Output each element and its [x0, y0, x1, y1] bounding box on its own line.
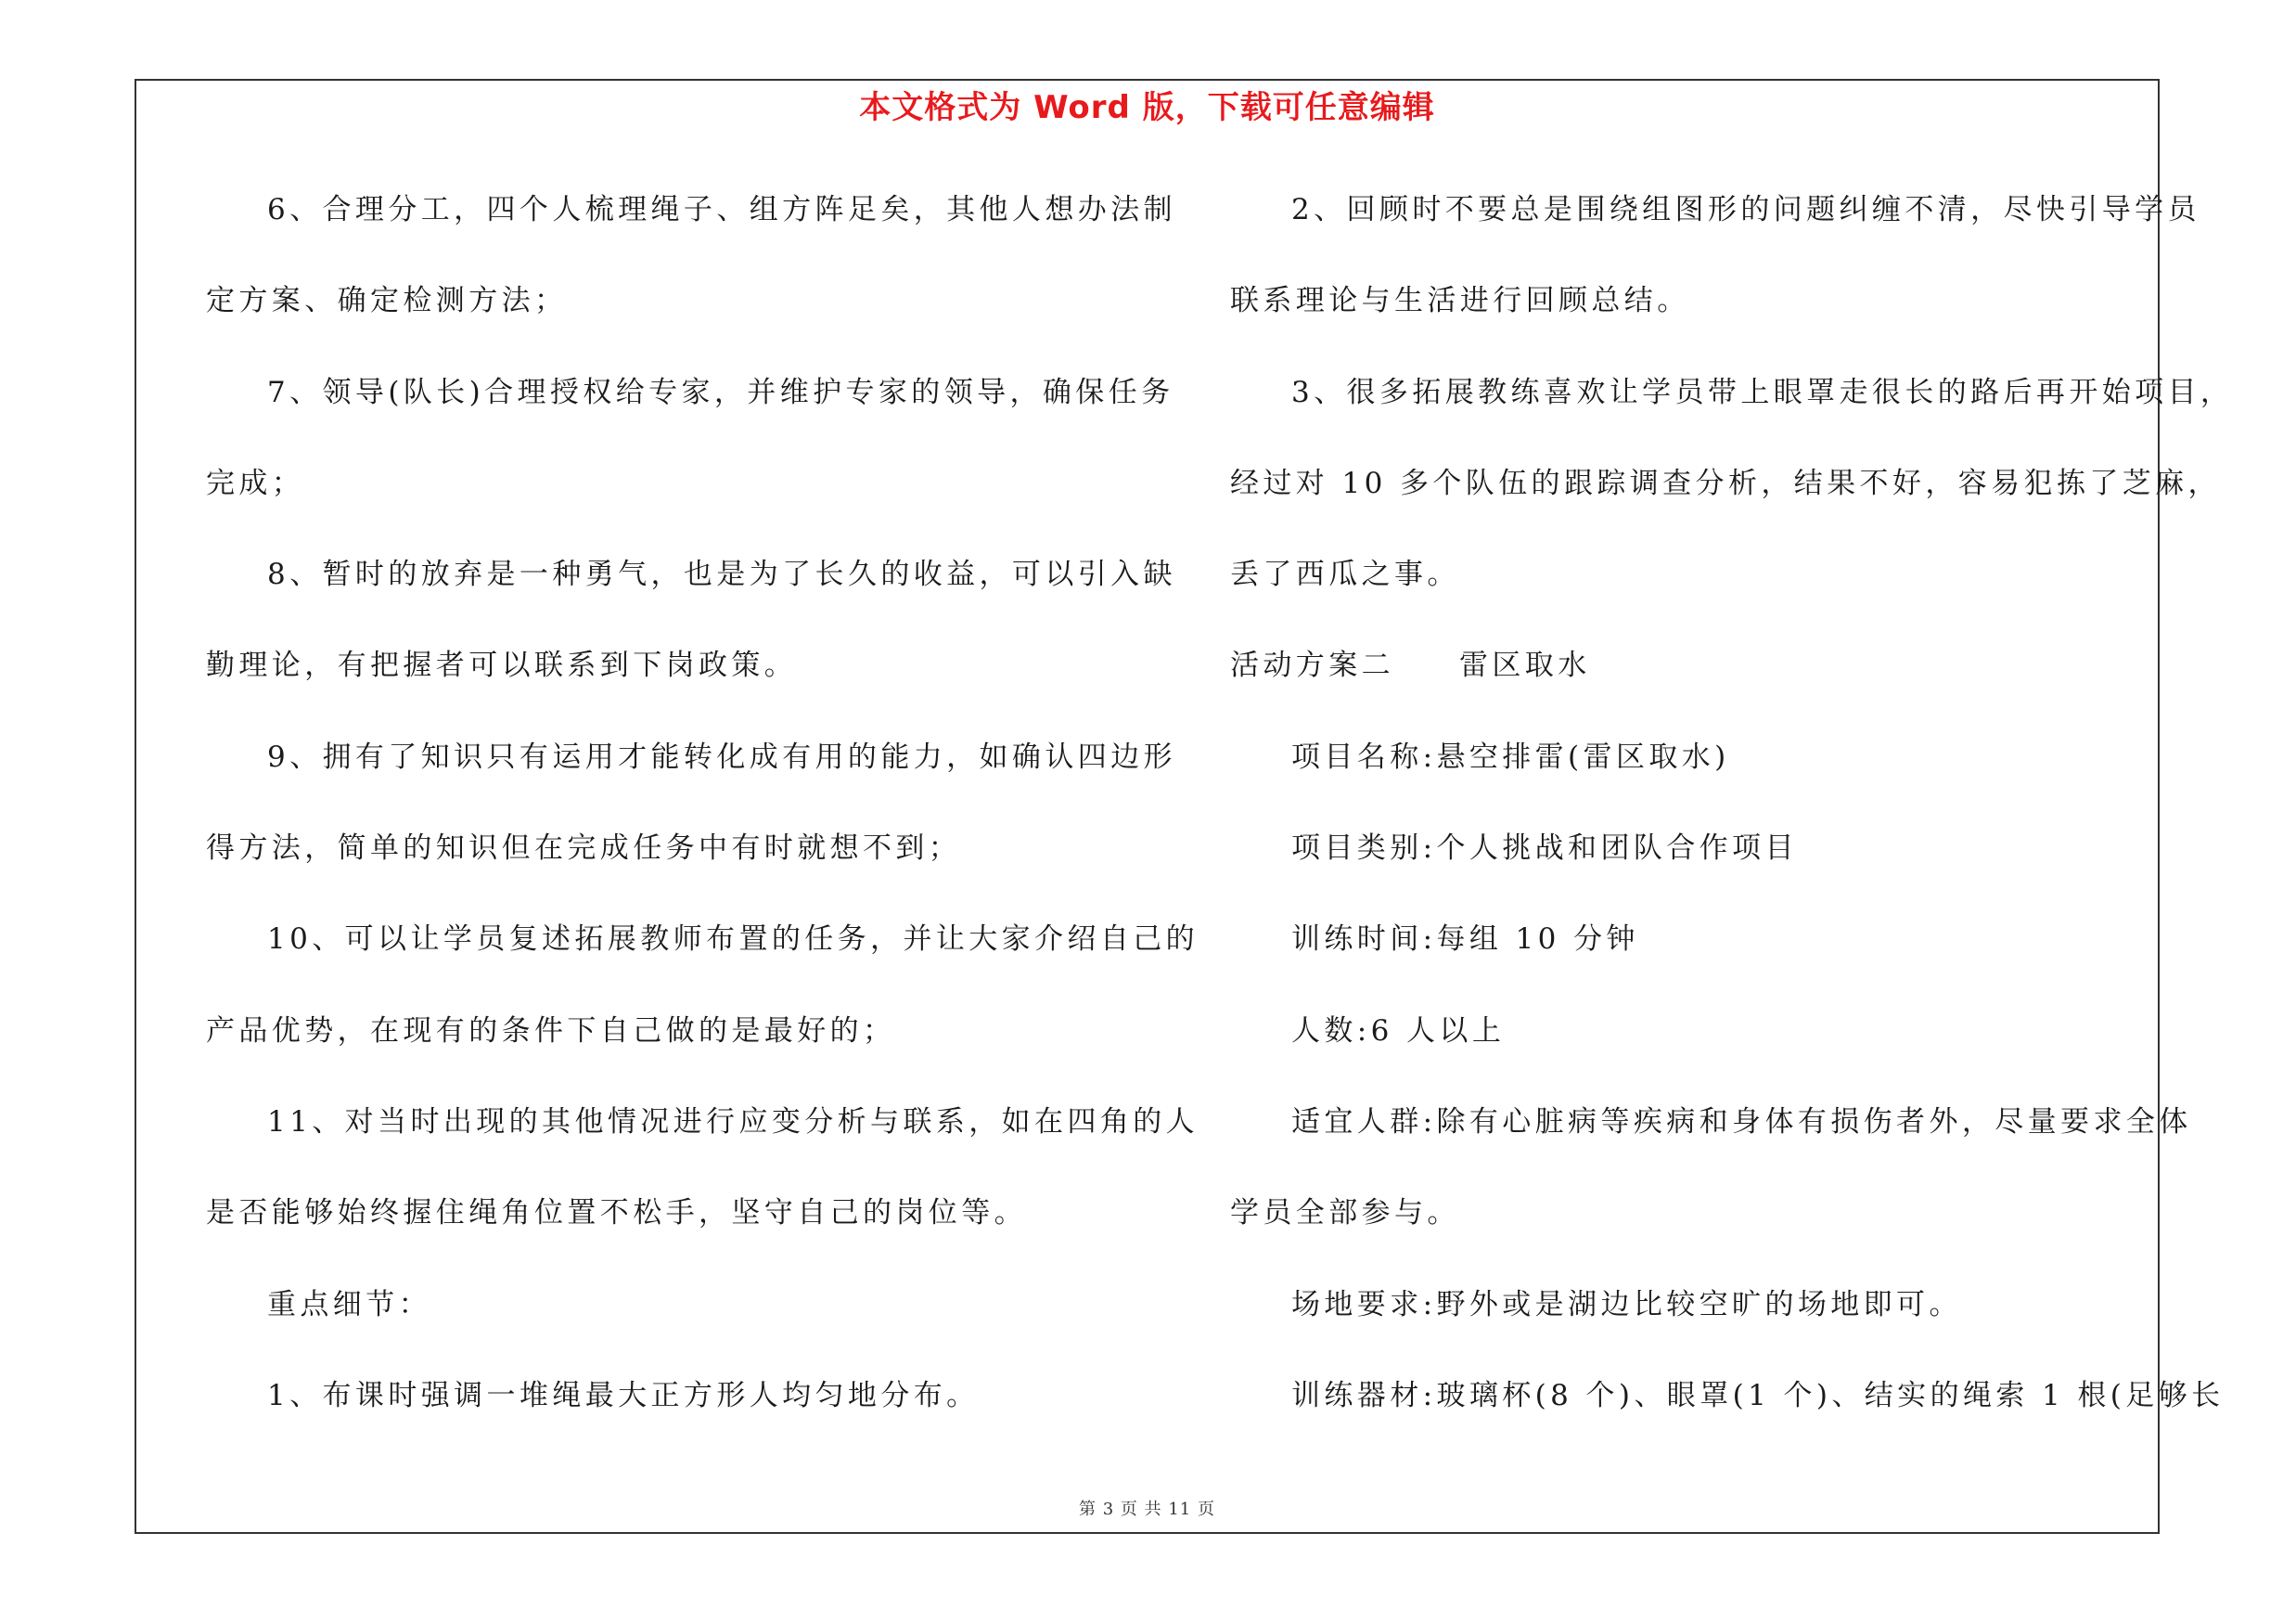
paragraph-line: 11、对当时出现的其他情况进行应变分析与联系，如在四角的人: [267, 1104, 1199, 1139]
activity-plan-heading: [1230, 638, 2158, 728]
paragraph-line: 勤理论，有把握者可以联系到下岗政策。: [206, 649, 798, 683]
training-equipment-line: 训练器材:玻璃杯(8 个)、眼罩(1 个)、结实的绳索 1 根(足够长: [1291, 1378, 2225, 1412]
paragraph-line: 完成；: [206, 466, 305, 500]
paragraph-line: 得方法，简单的知识但在完成任务中有时就想不到；: [206, 831, 962, 866]
format-notice-banner: 本文格式为 Word 版，下载可任意编辑: [859, 89, 1435, 126]
paragraph-line: 丢了西瓜之事。: [1230, 558, 1460, 592]
left-column: [206, 182, 1199, 1459]
paragraph-line: 产品优势，在现有的条件下自己做的是最好的；: [206, 1013, 896, 1048]
activity-plan-title: 雷区取水: [1459, 649, 1591, 683]
paragraph-line: 学员全部参与。: [1230, 1196, 1460, 1230]
paragraph-line: 定方案、确定检测方法；: [206, 284, 568, 318]
project-name-line: 项目名称:悬空排雷(雷区取水): [1291, 740, 1730, 774]
paragraph-line: 3、很多拓展教练喜欢让学员带上眼罩走很长的路后再开始项目，: [1291, 375, 2234, 409]
paragraph-line: 是否能够始终握住绳角位置不松手，坚守自己的岗位等。: [206, 1196, 1027, 1230]
section-label-key-details: 重点细节：: [267, 1287, 431, 1321]
paragraph-line: 2、回顾时不要总是围绕组图形的问题纠缠不清，尽快引导学员: [1291, 193, 2200, 226]
paragraph-line: 8、暂时的放弃是一种勇气，也是为了长久的收益，可以引入缺: [267, 558, 1176, 592]
paragraph-line: 7、领导(队长)合理授权给专家，并维护专家的领导，确保任务: [267, 375, 1174, 409]
paragraph-line: 10、可以让学员复述拓展教师布置的任务，并让大家介绍自己的: [267, 922, 1199, 957]
training-time-line: 训练时间:每组 10 分钟: [1291, 922, 1639, 957]
page-number-footer: 第 3 页 共 11 页: [1079, 1500, 1215, 1519]
paragraph-line: 1、布课时强调一堆绳最大正方形人均匀地分布。: [267, 1378, 980, 1412]
paragraph-line: 9、拥有了知识只有运用才能转化成有用的能力，如确认四边形: [267, 740, 1176, 774]
activity-plan-label: 活动方案二: [1230, 649, 1394, 683]
right-column: [1230, 182, 2234, 1459]
paragraph-line: 联系理论与生活进行回顾总结。: [1230, 284, 1690, 318]
suitable-participants-line: 适宜人群:除有心脏病等疾病和身体有损伤者外，尽量要求全体: [1291, 1104, 2192, 1139]
venue-requirement-line: 场地要求:野外或是湖边比较空旷的场地即可。: [1291, 1287, 1962, 1321]
headcount-line: 人数:6 人以上: [1291, 1013, 1506, 1048]
paragraph-line: 6、合理分工，四个人梳理绳子、组方阵足矣，其他人想办法制: [267, 193, 1176, 226]
project-category-line: 项目类别:个人挑战和团队合作项目: [1291, 831, 1798, 866]
paragraph-line: 经过对 10 多个队伍的跟踪调查分析，结果不好，容易犯拣了芝麻，: [1230, 466, 2221, 500]
